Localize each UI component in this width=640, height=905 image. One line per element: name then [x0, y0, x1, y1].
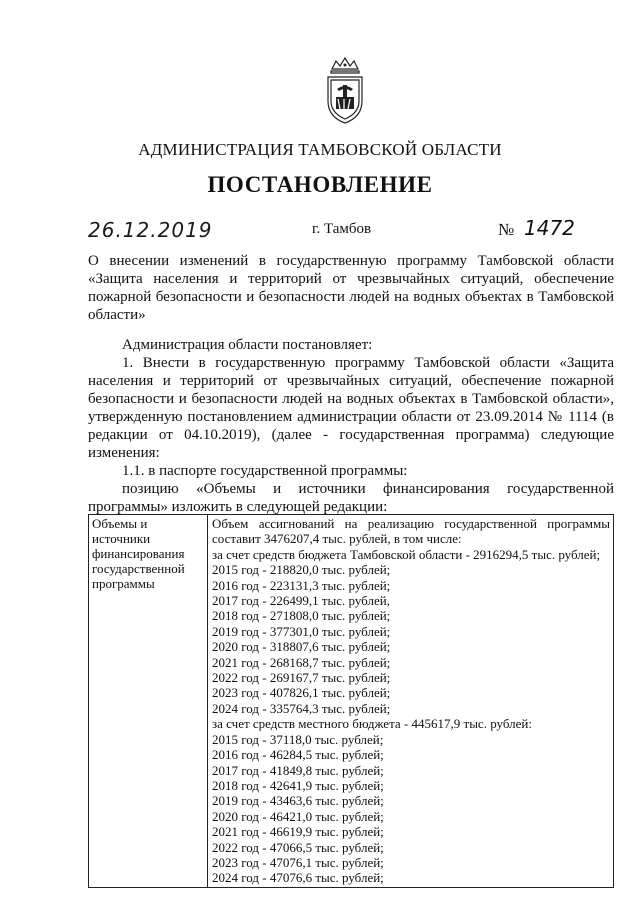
body-paragraph: позицию «Объемы и источники финансирования государственной программы» изложить в следующей редакции:	[88, 481, 614, 515]
body-paragraph: 1. Внести в государственную программу Тамбовской области «Защита населения и территорий от чрезвычайных ситуаций, обеспечение пожарной безопасности и безопасности людей на водных объектах в Тамбовской области», утвержденную постановлением администрации области от 23.09.2014 № 1114 (в редакции от 04.10.2019), (далее - государственная программа) следующие изменения:	[88, 355, 614, 461]
number-label: №	[498, 220, 515, 239]
table-line: 2019 год - 377301,0 тыс. рублей;	[212, 623, 391, 639]
table-line: 2016 год - 46284,5 тыс. рублей;	[212, 747, 384, 763]
document-type-title: ПОСТАНОВЛЕНИЕ	[207, 172, 433, 197]
financing-table	[88, 514, 614, 888]
table-line: 2024 год - 47076,6 тыс. рублей;	[212, 870, 384, 886]
subject-text: О внесении изменений в государственную программу Тамбовской области «Защита населения и территорий от чрезвычайных ситуаций, обеспечение пожарной безопасности и безопасности людей на водных объектах в Тамбовской области»	[88, 253, 614, 323]
body-paragraph: 1.1. в паспорте государственной программы:	[122, 463, 408, 479]
table-right-cell	[208, 515, 614, 888]
table-line: 2018 год - 271808,0 тыс. рублей;	[212, 608, 391, 624]
table-line: 2024 год - 335764,3 тыс. рублей;	[212, 700, 391, 716]
table-line: 2020 год - 46421,0 тыс. рублей;	[212, 808, 384, 824]
table-line: 2019 год - 43463,6 тыс. рублей;	[212, 793, 384, 809]
table-line: 2022 год - 269167,7 тыс. рублей;	[212, 670, 391, 686]
date-number-line	[0, 218, 640, 244]
table-line: за счет средств местного бюджета - 445617,9 тыс. рублей:	[212, 716, 532, 732]
document-body	[88, 336, 614, 516]
document-city: г. Тамбов	[312, 221, 372, 237]
body-paragraph: Администрация области постановляет:	[122, 337, 373, 353]
table-line: 2015 год - 218820,0 тыс. рублей;	[212, 562, 391, 578]
document-number: 1472	[524, 216, 575, 240]
document-subject	[88, 252, 614, 324]
table-row	[89, 515, 614, 888]
organization-name: АДМИНИСТРАЦИЯ ТАМБОВСКОЙ ОБЛАСТИ	[138, 140, 502, 159]
table-line: 2016 год - 223131,3 тыс. рублей;	[212, 577, 391, 593]
table-left-cell: Объемы и источники финансирования государственной программы	[89, 515, 208, 888]
table-line: Объем ассигнований на реализацию государственной программы составит 3476207,4 тыс. рублей, в том числе:	[212, 516, 610, 547]
table-line: 2022 год - 47066,5 тыс. рублей;	[212, 839, 384, 855]
table-line: 2018 год - 42641,9 тыс. рублей;	[212, 777, 384, 793]
table-line: за счет средств бюджета Тамбовской области - 2916294,5 тыс. рублей;	[212, 546, 601, 562]
coat-of-arms-emblem	[322, 55, 368, 127]
table-line: 2017 год - 41849,8 тыс. рублей;	[212, 762, 384, 778]
document-date: 26.12.2019	[88, 218, 213, 242]
table-line: 2023 год - 47076,1 тыс. рублей;	[212, 854, 384, 870]
table-line: 2021 год - 268168,7 тыс. рублей;	[212, 654, 391, 670]
table-line: 2021 год - 46619,9 тыс. рублей;	[212, 824, 384, 840]
table-line: 2023 год - 407826,1 тыс. рублей;	[212, 685, 391, 701]
table-line: 2015 год - 37118,0 тыс. рублей;	[212, 731, 384, 747]
table-line: 2020 год - 318807,6 тыс. рублей;	[212, 639, 391, 655]
table-line: 2017 год - 226499,1 тыс. рублей,	[212, 593, 390, 609]
